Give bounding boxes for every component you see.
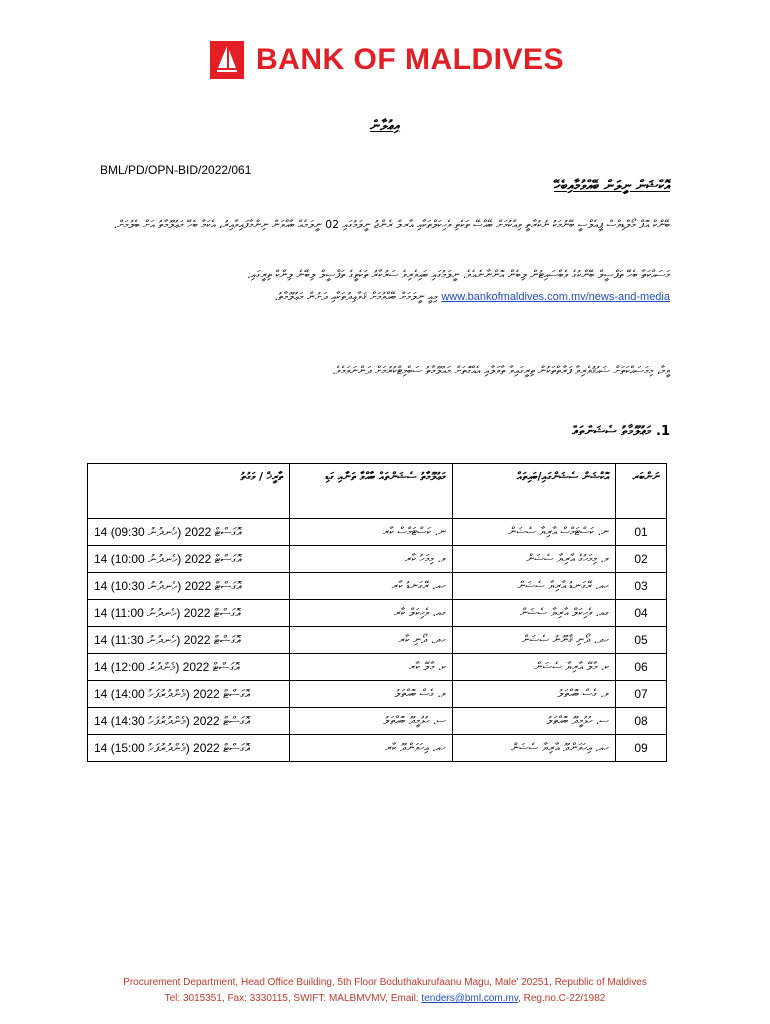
reference-number: BML/PD/OPN-BID/2022/061	[100, 163, 252, 177]
cell-number: 07	[616, 681, 667, 708]
table-row	[88, 573, 667, 600]
cell-item: ނ. ކަސްޓަމްސް އާރިޔާ ސެޝަން	[453, 519, 616, 546]
header-number: ނަންބަރ	[616, 464, 667, 519]
cell-session: ނ. ކަސްޓަމްސް ކާރ	[290, 519, 453, 546]
cell-session: ހއ. އިހަވަންދޫ ކާރ	[290, 735, 453, 762]
table-row	[88, 627, 667, 654]
header-date: ތާރީޚް / ވަގުތު	[88, 464, 290, 519]
paragraph-3: ވީމާ، މިމަސައްކަތަށް ޝައުޤުވެރިވާ ފަރާތްތަކުން ތިރީގައިވާ ތާވަލާއި އެއްގޮތަށް މައުލޫމާތު ސަބްމިޓްކުރުމަށް ދަންނަވަމެވެ.	[332, 364, 670, 377]
header-item: އޮކްޝަން ސެޝަންގައި/ބައިތައް	[453, 464, 616, 519]
cell-session: ވ. މިމަހު ކާރ	[290, 546, 453, 573]
cell-session: ހދ. ދޯނި ކާރ	[290, 627, 453, 654]
cell-item: ހދ. ދޯނި ޤާނޫނު ސެޝަން	[453, 627, 616, 654]
paragraph-2-text: މަސައްކަތާ ބެހޭ ތަފްސީލް ބޭންކުގެ ވެބްސައިޓުން ލިބެން އޮންނާނެއެވެ. ނީލަމުގައި ބައިވެރިވެ ސަރުކާރު ތަކެތީގެ ތަފްސީލް ލިބޭނެ ލިންކް ތިރީގައި.	[247, 268, 670, 281]
news-media-link[interactable]: www.bankofmaldives.com.mv/news-and-media	[441, 291, 670, 303]
cell-number: 03	[616, 573, 667, 600]
table-row	[88, 654, 667, 681]
paragraph-1: ބޭންކް އޮފް މޯލްޑިވްސް ޕީއެލްސީ ބޭނުމަކު ނުކުރާތީ ވިއްކުމަށް ބޭއްސޭ ތަކެތި ވެހިކަލްތަކާއި އާރލް ރެންޖު ނީލަމުގައި 02 ނީލަމެއް ބާއްވަން ނިންމާފައިވާއިރު، އެކަމާ ބެހޭ މަޢުލޫމާތު އަށް ބެލުމަށް.	[113, 218, 670, 231]
subtitle: އޮކްޝަން ނީލަން ބޭއްވުމާއިބެހޭ	[553, 178, 670, 194]
cell-item: ވ. މިމަހުގެ އާރިޔާ ސެޝަން	[453, 546, 616, 573]
cell-item: ގއ. ވެހިކަލް އާރިޔާ ސެޝަން	[453, 600, 616, 627]
bank-logo	[210, 40, 564, 80]
table-row	[88, 600, 667, 627]
cell-item: ވ. ގެސް ބޮއްތަލު	[453, 681, 616, 708]
table-row	[88, 681, 667, 708]
cell-session: ކ. މާލޭ ކާރ	[290, 654, 453, 681]
header-session: މަޢުލޫމާތު ސެޝަންތައް ބާއްވާ ތަނާއި ގަޑި	[290, 464, 453, 519]
cell-number: 05	[616, 627, 667, 654]
cell-date: 14 އޮގަސްޓް 2022 (މެންދުރުފަހު 14:00)	[88, 681, 290, 708]
brand-name: BANK OF MALDIVES	[256, 43, 564, 76]
sailboat-logo-icon	[210, 41, 244, 79]
cell-date: 14 އޮގަސްޓް 2022 (މެންދުރުފަހު 14:30)	[88, 708, 290, 735]
cell-session: ވ. ގެސް ބޮއްތަލު	[290, 681, 453, 708]
cell-session: ސ. ހުޅުމީދޫ ބޮއްތަލު	[290, 708, 453, 735]
table-row	[88, 546, 667, 573]
cell-number: 01	[616, 519, 667, 546]
footer-address: Procurement Department, Head Office Building, 5th Floor Boduthakurufaanu Magu, Male' 20251, Republic of Maldives	[123, 977, 647, 988]
cell-date: 14 އޮގަސްޓް 2022 (މެންދުރުފަހު 15:00)	[88, 735, 290, 762]
table-header-row	[88, 464, 667, 519]
cell-item: ސ. ހުޅުމީދޫ ބޮއްތަލު	[453, 708, 616, 735]
footer-contact	[0, 993, 770, 1004]
cell-session: ގއ. ވެހިކަލް ކާރ	[290, 600, 453, 627]
section-title: 1. މަޢުލޫމާތު ސެޝަންތައް	[572, 424, 670, 439]
paragraph-2	[100, 264, 670, 308]
cell-date: 14 އޮގަސްޓް 2022 (ހެނދުނު 11:00)	[88, 600, 290, 627]
cell-number: 09	[616, 735, 667, 762]
cell-number: 02	[616, 546, 667, 573]
email-link[interactable]: tenders@bml.com.mv	[421, 993, 519, 1004]
cell-number: 06	[616, 654, 667, 681]
table-row	[88, 735, 667, 762]
cell-number: 08	[616, 708, 667, 735]
cell-date: 14 އޮގަސްޓް 2022 (މެންދުރު 12:00)	[88, 654, 290, 681]
cell-date: 14 އޮގަސްޓް 2022 (ހެނދުނު 09:30)	[88, 519, 290, 546]
page-title: އިޢުލާން	[369, 118, 401, 134]
cell-item: ހއ. ރޭގަނޑު އާރިޔާ ސެޝަން	[453, 573, 616, 600]
footer-contact-prefix: Tel: 3015351, Fax: 3330115, SWIFT: MALBMVMV, Email:	[164, 993, 422, 1004]
cell-date: 14 އޮގަސްޓް 2022 (ހެނދުނު 10:00)	[88, 546, 290, 573]
paragraph-2-tail: މިއީ ނީލަމަށް ބޭއްވުމަށް ޤަވާޢިދުތަކާއި ދަށުން މަޢުލޫމާތު.	[274, 290, 438, 303]
footer-contact-suffix: , Reg.no.C-22/1982	[518, 993, 606, 1004]
cell-date: 14 އޮގަސްޓް 2022 (ހެނދުނު 11:30)	[88, 627, 290, 654]
cell-number: 04	[616, 600, 667, 627]
cell-item: ހއ. އިހަވަންދޫ އާރިޔާ ސެޝަން	[453, 735, 616, 762]
cell-date: 14 އޮގަސްޓް 2022 (ހެނދުނު 10:30)	[88, 573, 290, 600]
cell-session: ހއ. ރޭގަނޑު ކާރ	[290, 573, 453, 600]
schedule-table	[87, 463, 667, 762]
table-row	[88, 708, 667, 735]
cell-item: ކ. މާލޭ އާރިޔާ ސެޝަން	[453, 654, 616, 681]
table-row	[88, 519, 667, 546]
